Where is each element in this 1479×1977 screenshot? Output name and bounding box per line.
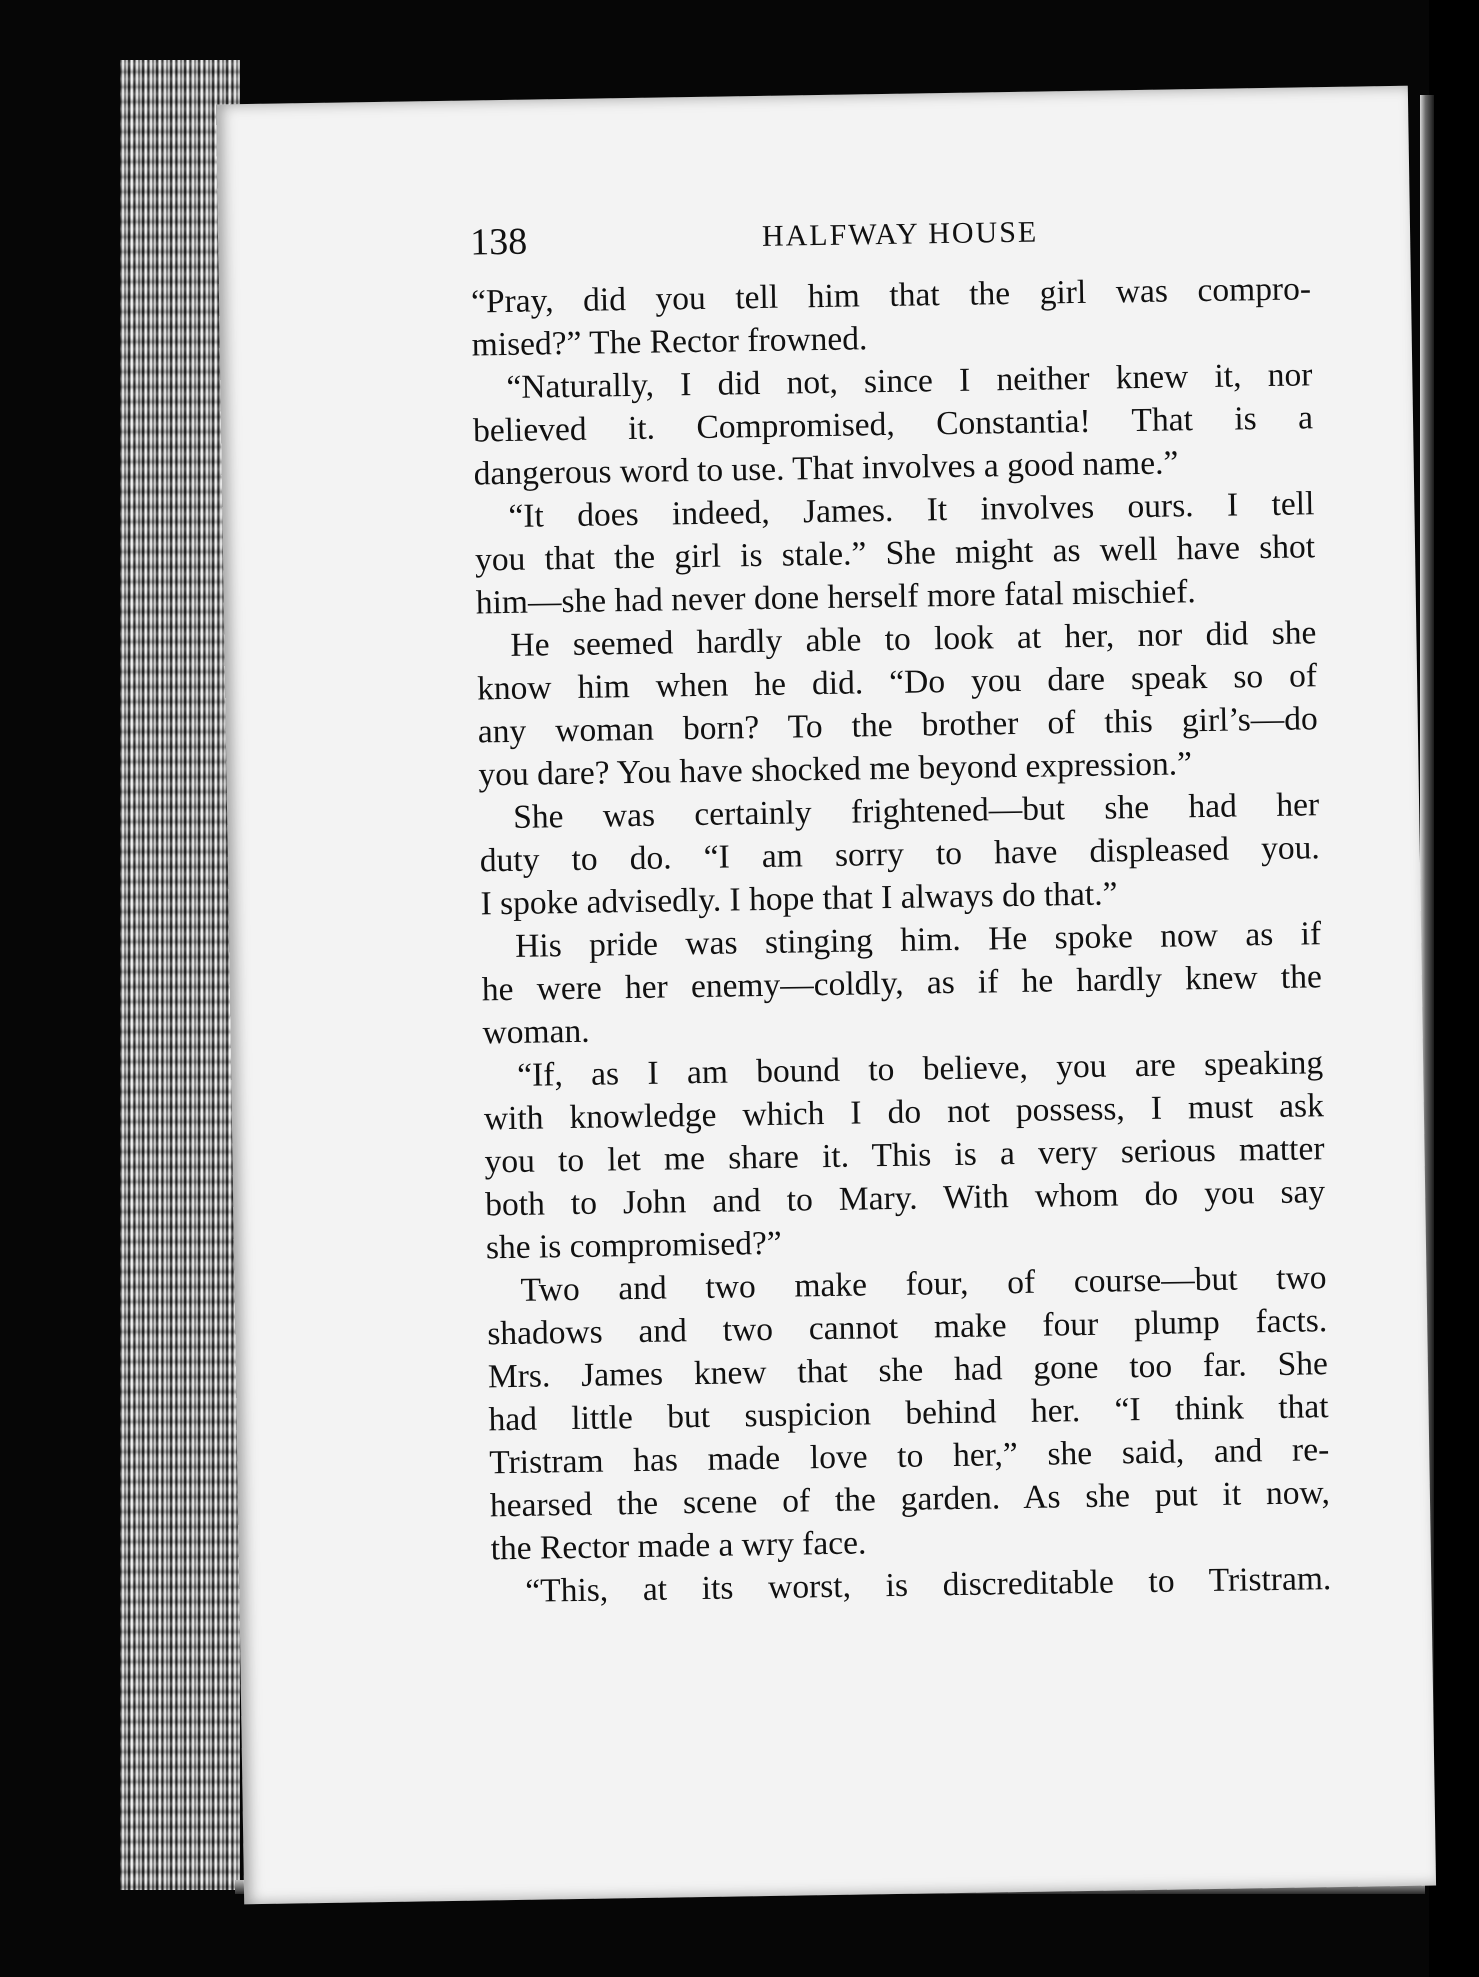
text-line: she is compromised?” bbox=[485, 1224, 783, 1267]
text-line: duty to do. “I am sorry to have displeased you. bbox=[479, 829, 1321, 880]
text-line: Two and two make four, of course—but two bbox=[520, 1259, 1327, 1309]
text-line: any woman born? To the brother of this girl’s—do bbox=[477, 700, 1319, 751]
text-line: you that the girl is stale.” She might as well have shot bbox=[474, 528, 1316, 579]
text-line: with knowledge which I do not possess, I must ask bbox=[483, 1087, 1325, 1138]
text-line: believed it. Compromised, Constantia! That is a bbox=[472, 399, 1314, 450]
text-line: He seemed hardly able to look at her, nor did she bbox=[510, 614, 1317, 664]
text-line: “Naturally, I did not, since I neither knew it, nor bbox=[506, 356, 1313, 406]
text-line: Tristram has made love to her,” she said, and re- bbox=[489, 1431, 1330, 1482]
text-line: know him when he did. “Do you dare speak so of bbox=[476, 657, 1318, 708]
text-line: “It does indeed, James. It involves ours. I tell bbox=[508, 485, 1315, 535]
text-line: both to John and to Mary. With whom do you say bbox=[484, 1173, 1326, 1224]
text-line: She was certainly frightened—but she had her bbox=[512, 786, 1320, 836]
text-line: “If, as I am bound to believe, you are speaking bbox=[516, 1044, 1324, 1094]
text-line: dangerous word to use. That involves a good name.” bbox=[473, 444, 1179, 493]
text-line: woman. bbox=[482, 1012, 590, 1052]
text-line: you dare? You have shocked me beyond expression.” bbox=[478, 745, 1193, 794]
text-line: “This, at its worst, is discreditable to Tristram. bbox=[525, 1560, 1332, 1610]
text-line: Mrs. James knew that she had gone too far. She bbox=[487, 1345, 1329, 1396]
text-line: I spoke advisedly. I hope that I always do that.” bbox=[480, 875, 1118, 923]
text-line: His pride was stinging him. He spoke now as if bbox=[514, 915, 1322, 965]
text-line: the Rector made a wry face. bbox=[490, 1524, 867, 1568]
text-line: hearsed the scene of the garden. As she put it now, bbox=[489, 1474, 1331, 1525]
text-line: mised?” The Rector frowned. bbox=[471, 320, 868, 364]
book-page bbox=[216, 86, 1436, 1905]
text-line: he were her enemy—coldly, as if he hardly knew the bbox=[481, 958, 1323, 1009]
page-number: 138 bbox=[469, 220, 528, 264]
binding-band bbox=[1429, 0, 1479, 1977]
text-line: shadows and two cannot make four plump facts. bbox=[486, 1302, 1328, 1353]
text-line: you to let me share it. This is a very serious matter bbox=[484, 1130, 1325, 1181]
text-line: had little but suspicion behind her. “I think that bbox=[488, 1388, 1329, 1439]
page-content bbox=[470, 207, 1332, 1613]
text-line: him—she had never done herself more fatal mischief. bbox=[475, 573, 1197, 622]
running-title: HALFWAY HOUSE bbox=[761, 215, 1039, 253]
text-line: “Pray, did you tell him that the girl was compro- bbox=[470, 270, 1312, 321]
body-text bbox=[471, 267, 1332, 1613]
